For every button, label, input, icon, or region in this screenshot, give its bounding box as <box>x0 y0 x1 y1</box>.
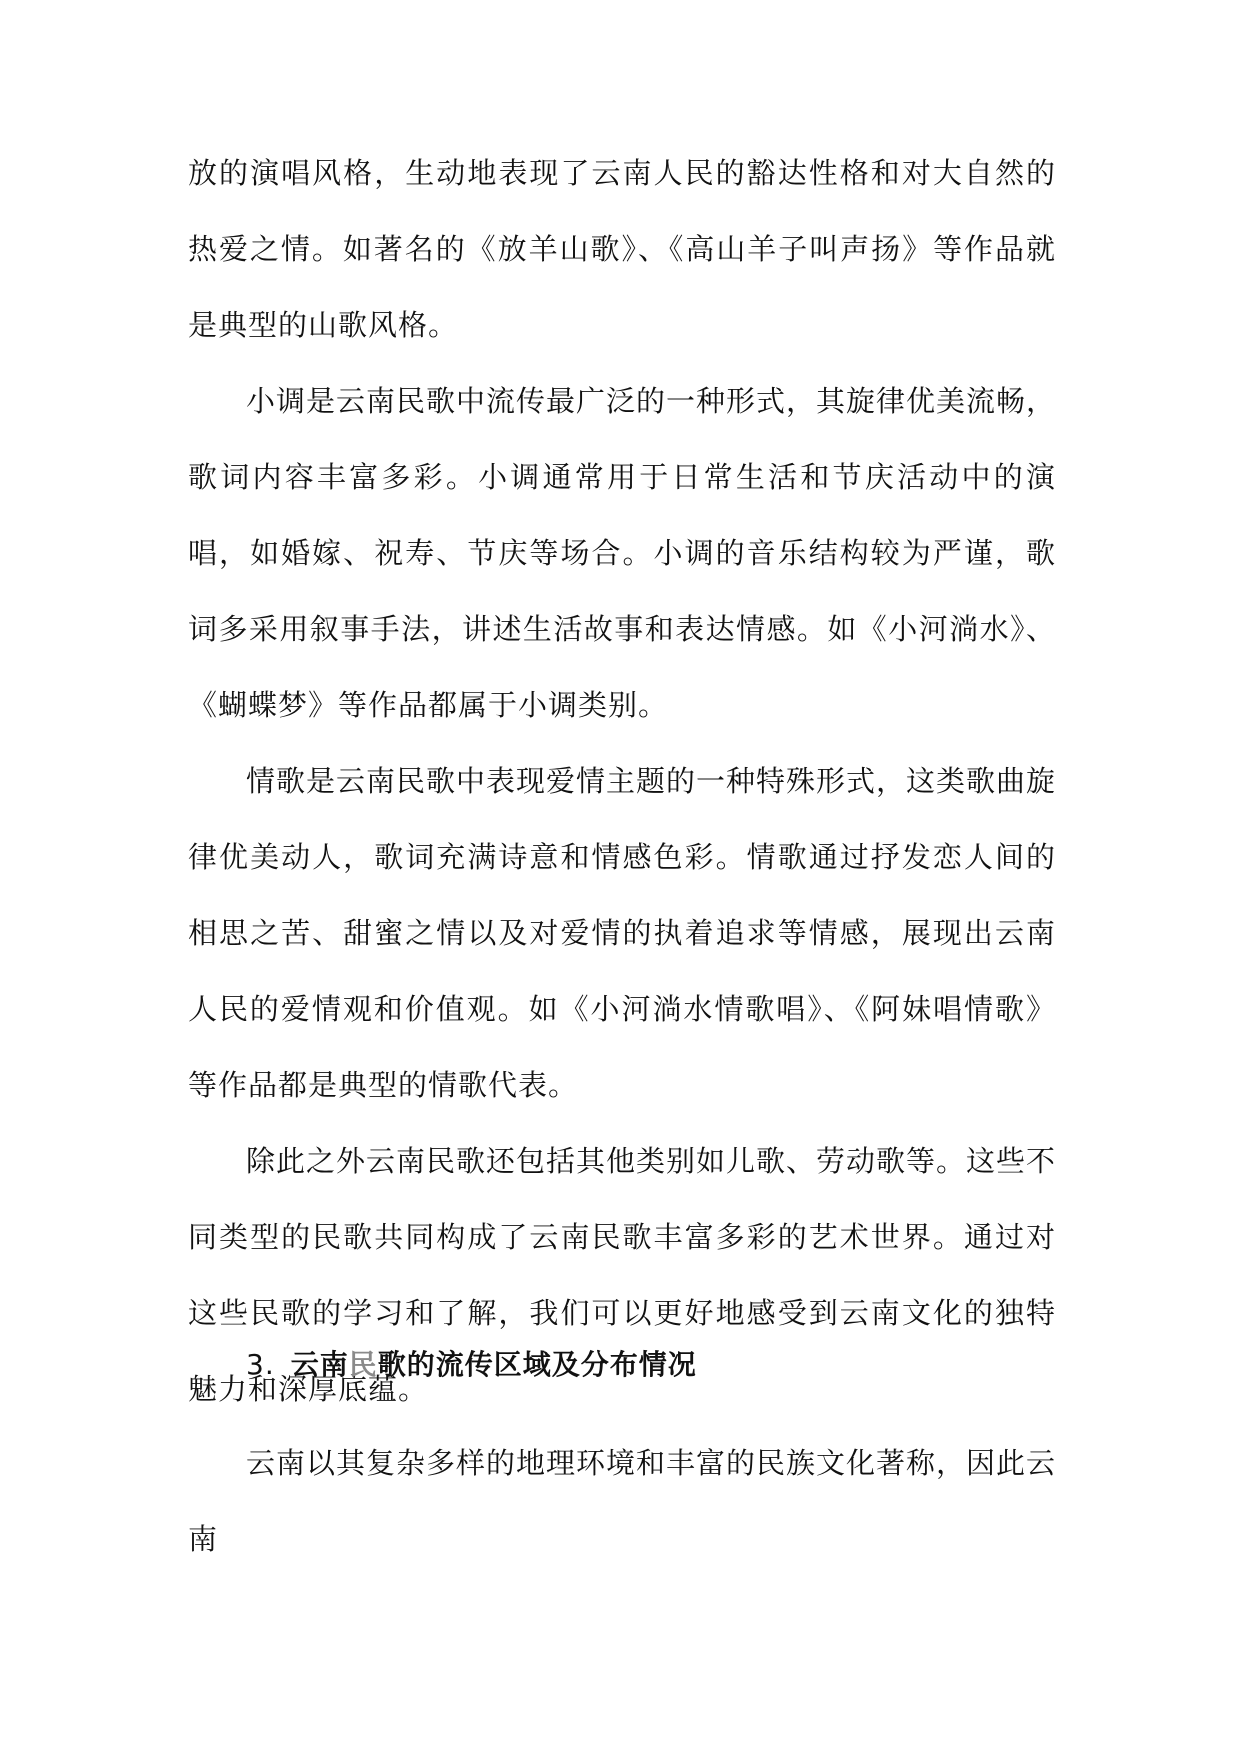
section-number: 3. <box>246 1348 275 1381</box>
paragraph-qingge: 情歌是云南民歌中表现爱情主题的一种特殊形式，这类歌曲旋律优美动人，歌词充满诗意和情感色彩。情歌通过抒发恋人间的相思之苦、甜蜜之情以及对爱情的执着追求等情感，展现出云南人民的爱情观和价值观。如《小河淌水情歌唱》、《阿妹唱情歌》等作品都是典型的情歌代表。 <box>188 764 1057 1102</box>
section-title-marked-char: 民 <box>348 1348 378 1381</box>
section-title-part-1: 云南 <box>290 1348 349 1381</box>
paragraph-other-types: 除此之外云南民歌还包括其他类别如儿歌、劳动歌等。这些不同类型的民歌共同构成了云南民歌丰富多彩的艺术世界。通过对这些民歌的学习和了解，我们可以更好地感受到云南文化的独特魅力和深厚底蕴。 <box>188 1144 1057 1406</box>
paragraph-continued: 放的演唱风格，生动地表现了云南人民的豁达性格和对大自然的热爱之情。如著名的《放羊山歌》、《高山羊子叫声扬》等作品就是典型的山歌风格。 <box>188 156 1056 342</box>
paragraph-xiaodiao: 小调是云南民歌中流传最广泛的一种形式，其旋律优美流畅，歌词内容丰富多彩。小调通常用于日常生活和节庆活动中的演唱，如婚嫁、祝寿、节庆等场合。小调的音乐结构较为严谨，歌词多采用叙事手法，讲述生活故事和表达情感。如《小河淌水》、《蝴蝶梦》等作品都属于小调类别。 <box>188 384 1057 722</box>
paragraph-distribution-start: 云南以其复杂多样的地理环境和丰富的民族文化著称，因此云南 <box>188 1446 1057 1556</box>
section-heading <box>246 1335 1056 1395</box>
body-text-bottom <box>188 1425 1056 1577</box>
section-title-part-2: 歌的流传区域及分布情况 <box>377 1348 697 1381</box>
body-text-top <box>188 135 1056 1427</box>
